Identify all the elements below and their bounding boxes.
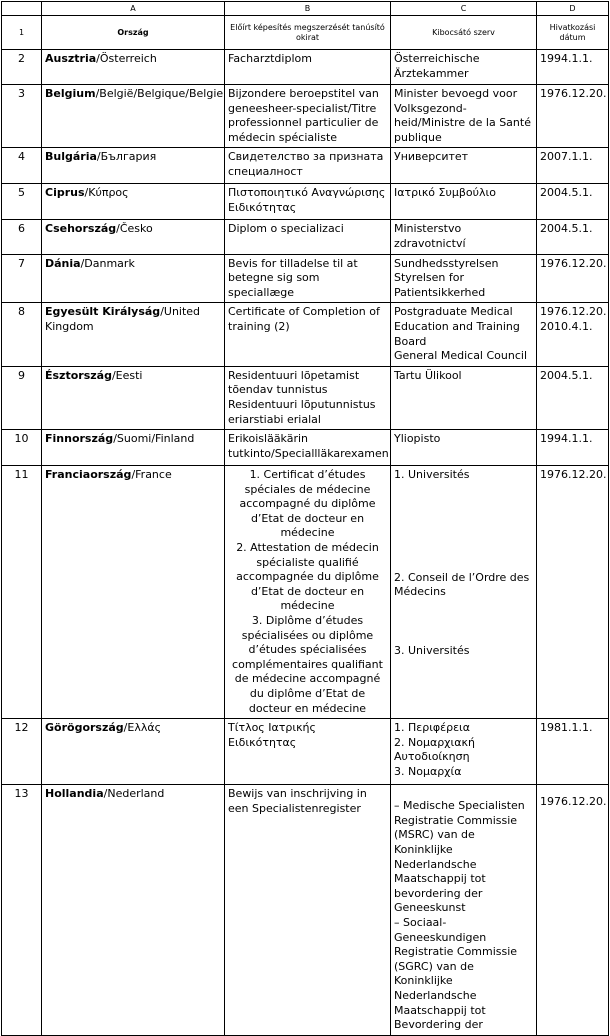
- country-cell: [42, 85, 225, 148]
- header-document: Előírt képesítés megszerzését tanúsító okirat: [225, 16, 391, 50]
- document-cell-text: Bevis for tilladelse til at betegne sig som speciallæge: [228, 256, 358, 299]
- country-cell: [42, 303, 225, 366]
- issuer-cell: [391, 184, 537, 220]
- document-cell: [225, 50, 391, 85]
- row-number: 8: [2, 303, 42, 366]
- date-cell-text: 1976.12.20.: [540, 795, 607, 809]
- country-cell: [42, 466, 225, 719]
- country-cell: [42, 254, 225, 303]
- date-cell: [537, 430, 609, 466]
- document-cell: [225, 430, 391, 466]
- country-name-native: /Ελλάς: [123, 721, 162, 735]
- table-row: [2, 785, 609, 1036]
- date-cell: [537, 785, 609, 1036]
- country-cell: [42, 220, 225, 254]
- document-cell: [225, 366, 391, 429]
- date-cell: [537, 254, 609, 303]
- row-number: 5: [2, 184, 42, 220]
- document-item-3: 3. Diplôme d’études spécialisées ou diplôme d’études spécialisées complémentaires qualifiant de médecine accompagné du diplôme d’Etat de docteur en médecine: [232, 614, 383, 715]
- date-cell: [537, 366, 609, 429]
- country-cell: [42, 430, 225, 466]
- country-name-native: /Eesti: [111, 368, 143, 382]
- date-cell-text: 2004.5.1.: [540, 186, 593, 200]
- row-number: 13: [2, 785, 42, 1036]
- issuer-cell-text: Yliopisto: [394, 432, 441, 446]
- issuer-item-3: 3. Universités: [394, 643, 470, 657]
- document-cell: [225, 220, 391, 254]
- country-name-hu: Észtország: [45, 368, 112, 382]
- issuer-cell: [391, 148, 537, 184]
- document-cell-text: Residentuuri lõpetamist tõendav tunnistus Residentuuri lõputunnistus eriarstiabi erialal: [228, 368, 376, 426]
- document-cell: [225, 303, 391, 366]
- country-name-hu: Franciaország: [45, 468, 132, 482]
- issuer-cell: [391, 466, 537, 719]
- column-letter-a: A: [42, 2, 225, 16]
- date-cell-text: 2004.5.1.: [540, 222, 593, 236]
- document-cell: [225, 466, 391, 719]
- country-cell: [42, 719, 225, 785]
- row-number: 9: [2, 366, 42, 429]
- issuer-cell-text: Tartu Ülikool: [394, 368, 462, 382]
- issuer-cell-text: Университет: [394, 150, 469, 164]
- country-cell: [42, 366, 225, 429]
- date-cell-text: 1976.12.20. 2010.4.1.: [540, 305, 607, 333]
- table-row: [2, 719, 609, 785]
- country-cell: [42, 785, 225, 1036]
- header-num: 1: [2, 16, 42, 50]
- country-name-native: /Danmark: [80, 256, 135, 270]
- date-cell: [537, 303, 609, 366]
- issuer-item-1: 1. Universités: [394, 468, 470, 482]
- date-cell: [537, 184, 609, 220]
- document-cell-text: Bijzondere beroepstitel van geneesheer-specialist/Titre professionnel particulier de médecin spécialiste: [228, 87, 379, 144]
- document-cell-text: Erikoislääkärin tutkinto/Speciallläkarexamen: [228, 432, 389, 460]
- issuer-cell: [391, 303, 537, 366]
- date-cell-text: 1981.1.1.: [540, 721, 593, 735]
- country-name-native: /Κύπρος: [84, 186, 129, 200]
- date-cell: [537, 220, 609, 254]
- country-name-native: /Suomi/Finland: [113, 432, 195, 446]
- date-cell-text: 1976.12.20.: [540, 468, 607, 482]
- issuer-cell-text: Ministerstvo zdravotnictví: [394, 222, 466, 250]
- row-number: 2: [2, 50, 42, 85]
- table-row: [2, 220, 609, 254]
- table-row: [2, 366, 609, 429]
- issuer-cell: [391, 50, 537, 85]
- country-name-native: /België/Belgique/Belgie: [95, 87, 224, 100]
- document-cell: [225, 85, 391, 148]
- column-letter-d: D: [537, 2, 609, 16]
- issuer-cell-text: Österreichische Ärztekammer: [394, 52, 480, 80]
- table-row: [2, 85, 609, 148]
- column-letter-c: C: [391, 2, 537, 16]
- column-letter-blank: [2, 2, 42, 16]
- document-cell-text: Bewijs van inschrijving in een Specialistenregister: [228, 787, 367, 815]
- country-name-hu: Dánia: [45, 256, 81, 270]
- country-name-hu: Finnország: [45, 432, 114, 446]
- issuer-item-2: 2. Conseil de l’Ordre des Médecins: [394, 570, 530, 599]
- row-number: 4: [2, 148, 42, 184]
- document-cell-text: Facharztdiplom: [228, 52, 312, 65]
- header-issuer: Kibocsátó szerv: [391, 16, 537, 50]
- document-cell-text: Πιστοποιητικό Αναγνώρισης Ειδικότητας: [228, 186, 386, 214]
- document-cell: [225, 254, 391, 303]
- date-cell: [537, 148, 609, 184]
- table-row: [2, 254, 609, 303]
- country-name-hu: Ausztria: [45, 52, 97, 65]
- country-name-hu: Bulgária: [45, 150, 97, 164]
- country-name-native: /България: [96, 150, 157, 164]
- issuer-cell: [391, 719, 537, 785]
- row-number: 11: [2, 466, 42, 719]
- issuer-cell-text: Postgraduate Medical Education and Training Board General Medical Council: [394, 305, 527, 363]
- issuer-cell: [391, 785, 537, 1036]
- column-letter-b: B: [225, 2, 391, 16]
- issuer-cell: [391, 366, 537, 429]
- country-name-hu: Csehország: [45, 222, 117, 236]
- country-name-native: /Česko: [116, 222, 153, 236]
- document-cell-text: Свидетелство за призната специалност: [228, 150, 384, 178]
- row-number: 7: [2, 254, 42, 303]
- document-cell: [225, 785, 391, 1036]
- date-cell: [537, 50, 609, 85]
- date-cell: [537, 466, 609, 719]
- table-row: [2, 430, 609, 466]
- country-cell: [42, 50, 225, 85]
- date-cell-text: 1994.1.1.: [540, 52, 593, 65]
- row-number: 12: [2, 719, 42, 785]
- country-name-native: /Nederland: [103, 787, 165, 801]
- row-number: 6: [2, 220, 42, 254]
- issuer-cell-text: – Medische Specialisten Registratie Commissie (MSRC) van de Koninklijke Nederlandsche Maatschappij tot bevordering der Geneeskunst – Sociaal-Geneeskundigen Registratie Commissie (SGRC) van de Koninklijke Nederlandsche Maatschappij tot Bevordering der: [394, 799, 525, 1032]
- country-name-native: /United Kingdom: [45, 305, 201, 333]
- date-cell-text: 1976.12.20.: [540, 87, 607, 100]
- row-number: 10: [2, 430, 42, 466]
- country-name-hu: Ciprus: [45, 186, 85, 200]
- row-number: 3: [2, 85, 42, 148]
- header-row: [2, 16, 609, 50]
- table-row: [2, 148, 609, 184]
- issuer-cell: [391, 85, 537, 148]
- document-item-1: 1. Certificat d’études spéciales de médecine accompagné du diplôme d’Etat de docteur en médecine: [239, 468, 376, 540]
- header-date: Hivatkozási dátum: [537, 16, 609, 50]
- date-cell: [537, 719, 609, 785]
- country-name-hu: Görögország: [45, 721, 124, 735]
- document-cell: [225, 719, 391, 785]
- column-letter-row: [2, 2, 609, 16]
- issuer-cell: [391, 430, 537, 466]
- date-cell-text: 2004.5.1.: [540, 368, 593, 382]
- specialist-qualification-table: [1, 1, 609, 1036]
- header-country: Ország: [42, 16, 225, 50]
- table-row: [2, 184, 609, 220]
- country-name-hu: Belgium: [45, 87, 96, 100]
- issuer-cell-text: 1. Περιφέρεια 2. Νομαρχιακή Αυτοδιοίκηση 3. Νομαρχία: [394, 721, 475, 778]
- country-name-native: /France: [131, 468, 172, 482]
- date-cell-text: 1976.12.20.: [540, 256, 607, 270]
- date-cell-text: 2007.1.1.: [540, 150, 593, 164]
- table-row: [2, 50, 609, 85]
- table-row: [2, 466, 609, 719]
- issuer-cell-text: Ιατρικό Συμβούλιο: [394, 186, 496, 200]
- document-item-2: 2. Attestation de médecin spécialiste qualifié accompagnée du diplôme d’Etat de docteur en médecine: [236, 541, 379, 613]
- issuer-cell-text: Sundhedsstyrelsen Styrelsen for Patientsikkerhed: [394, 256, 499, 299]
- country-cell: [42, 184, 225, 220]
- issuer-cell: [391, 254, 537, 303]
- document-cell-text: Τίτλος Ιατρικής Ειδικότητας: [228, 721, 316, 749]
- document-cell: [225, 184, 391, 220]
- date-cell: [537, 85, 609, 148]
- table-row: [2, 303, 609, 366]
- date-cell-text: 1994.1.1.: [540, 432, 593, 446]
- issuer-cell: [391, 220, 537, 254]
- country-name-native: /Österreich: [96, 52, 157, 65]
- document-cell-text: Diplom o specializaci: [228, 222, 344, 236]
- country-name-hu: Hollandia: [45, 787, 104, 801]
- document-cell-text: Certificate of Completion of training (2): [228, 305, 380, 333]
- country-cell: [42, 148, 225, 184]
- document-cell: [225, 148, 391, 184]
- issuer-cell-text: Minister bevoegd voor Volksgezond- heid/Ministre de la Santé publique: [394, 87, 531, 144]
- country-name-hu: Egyesült Királyság: [45, 305, 161, 319]
